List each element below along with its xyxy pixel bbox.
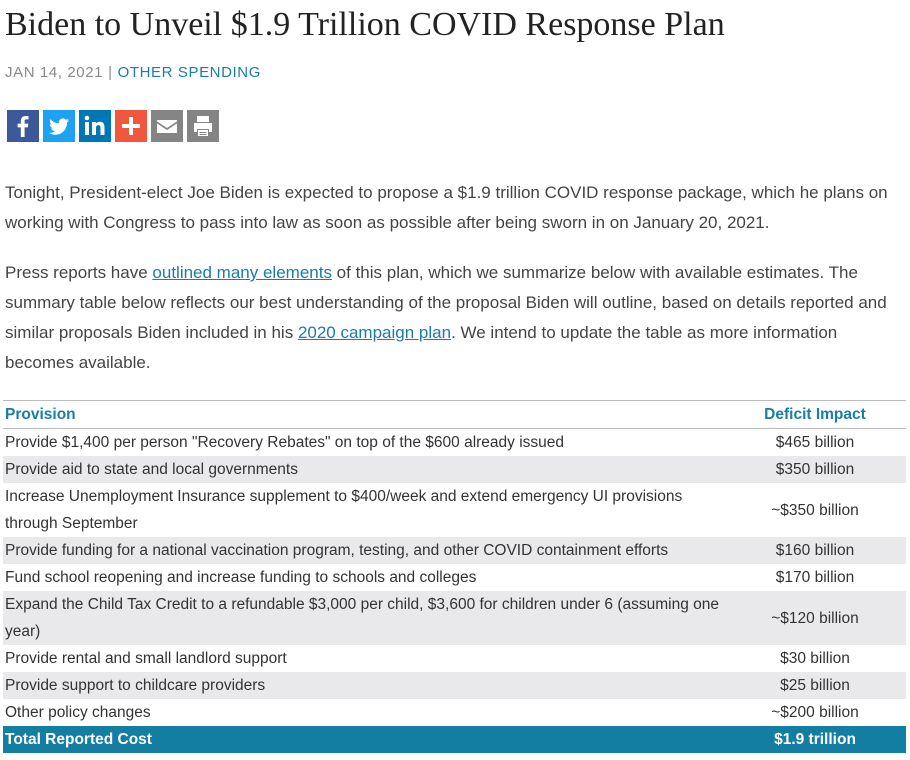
article-date: JAN 14, 2021: [5, 64, 104, 81]
intro-paragraph: Tonight, President-elect Joe Biden is expected to propose a $1.9 trillion COVID response package, which he plans on working with Congress to pass into law as soon as possible after being sworn in on January 20, 2021.: [5, 183, 888, 232]
linkedin-share-button[interactable]: [79, 110, 111, 142]
article-meta: [5, 63, 261, 83]
provision-cell: Provide $1,400 per person "Recovery Rebates" on top of the $600 already issued: [5, 434, 565, 451]
campaign-plan-link[interactable]: 2020 campaign plan: [297, 323, 452, 342]
table-row: [3, 429, 906, 457]
plus-icon: [115, 110, 147, 142]
article-title: Biden to Unveil $1.9 Trillion COVID Response Plan: [5, 6, 725, 43]
impact-cell: $160 billion: [775, 542, 855, 559]
facebook-icon: [7, 110, 39, 142]
share-bar: [7, 110, 219, 142]
deficit-impact-column-header: Deficit Impact: [724, 401, 906, 429]
table-header-row: [3, 401, 906, 429]
table-row: [3, 672, 906, 699]
provision-column-header: Provision: [3, 401, 724, 429]
table-row: [3, 699, 906, 726]
provision-cell: Increase Unemployment Insurance supplement to $400/week and extend emergency UI provisions through September: [5, 488, 683, 532]
provision-cell: Other policy changes: [5, 704, 151, 721]
table-row: [3, 483, 906, 537]
total-label: Total Reported Cost: [3, 726, 724, 753]
email-icon: [151, 110, 183, 142]
impact-cell: $25 billion: [780, 677, 850, 694]
impact-cell: ~$120 billion: [771, 609, 859, 627]
provision-cell: Provide aid to state and local governments: [5, 461, 298, 478]
email-share-button[interactable]: [151, 110, 183, 142]
deficit-impact-table: [3, 400, 906, 753]
table-row: [3, 591, 906, 645]
more-share-button[interactable]: [115, 110, 147, 142]
provision-cell: Provide rental and small landlord support: [5, 650, 287, 667]
summary-paragraph: [5, 258, 905, 378]
meta-separator: |: [108, 64, 113, 81]
impact-cell: ~$350 billion: [771, 501, 859, 519]
table-row: [3, 456, 906, 483]
category-link[interactable]: OTHER SPENDING: [117, 64, 262, 81]
total-value: $1.9 trillion: [724, 726, 906, 753]
table-row: [3, 564, 906, 591]
table-row: [3, 537, 906, 564]
paragraph-text: of this plan, which we summarize below with available estimates. The summary table below reflects our best understanding of the proposal Biden will outline, based on details reported and similar proposals Biden included in his: [5, 263, 887, 342]
provision-cell: Provide funding for a national vaccination program, testing, and other COVID containment efforts: [5, 542, 669, 559]
impact-cell: $30 billion: [780, 650, 850, 667]
paragraph-text: Press reports have: [5, 263, 153, 282]
paragraph-text: . We intend to update the table as more information becomes available.: [5, 323, 838, 372]
impact-cell: $350 billion: [775, 461, 855, 478]
outlined-elements-link[interactable]: outlined many elements: [152, 263, 332, 282]
provision-cell: Fund school reopening and increase funding to schools and colleges: [5, 569, 477, 586]
impact-cell: $465 billion: [775, 434, 855, 451]
linkedin-icon: [79, 110, 111, 142]
impact-cell: ~$200 billion: [771, 704, 859, 721]
impact-cell: $170 billion: [775, 569, 855, 586]
provision-cell: Expand the Child Tax Credit to a refundable $3,000 per child, $3,600 for children under 6 (assuming one year): [5, 596, 720, 640]
table-total-row: [3, 726, 906, 753]
print-icon: [187, 110, 219, 142]
provision-cell: Provide support to childcare providers: [5, 677, 266, 694]
print-button[interactable]: [187, 110, 219, 142]
facebook-share-button[interactable]: [7, 110, 39, 142]
twitter-icon: [43, 110, 75, 142]
table-row: [3, 645, 906, 672]
twitter-share-button[interactable]: [43, 110, 75, 142]
